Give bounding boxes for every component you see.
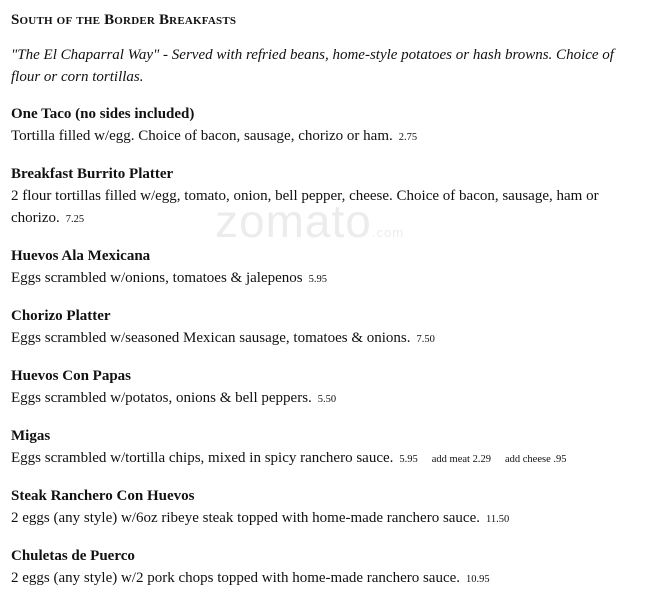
item-price: 5.95: [308, 274, 327, 285]
item-description: [11, 567, 641, 591]
item-description-text: 2 eggs (any style) w/6oz ribeye steak topped with home-made ranchero sauce.: [11, 510, 480, 526]
menu-item-breakfast-burrito-platter: [11, 163, 641, 231]
item-description: [11, 185, 641, 231]
item-price: 2.75: [398, 132, 418, 143]
item-description-text: 2 eggs (any style) w/2 pork chops topped with home-made ranchero sauce.: [11, 570, 461, 586]
item-name: Huevos Ala Mexicana: [11, 248, 151, 264]
addon-cheese: add cheese .95: [504, 454, 567, 465]
item-name: Chorizo Platter: [11, 308, 111, 324]
item-description-text: Eggs scrambled w/seasoned Mexican sausage, tomatoes & onions.: [11, 330, 411, 346]
section-intro: "The El Chaparral Way" - Served with refried beans, home-style potatoes or hash browns. Choice of flour or corn tortillas.: [11, 47, 614, 85]
item-price: 10.95: [466, 574, 490, 585]
item-description-text: Tortilla filled w/egg. Choice of bacon, sausage, chorizo or ham.: [11, 128, 393, 144]
item-description: [11, 267, 641, 291]
menu-item-huevos-ala-mexicana: [11, 245, 641, 291]
section-title: South of the Border Breakfasts: [11, 12, 237, 28]
item-name: Migas: [11, 428, 51, 444]
item-description: [11, 507, 641, 531]
watermark-text: zomato: [215, 195, 372, 247]
item-price: 7.25: [65, 214, 85, 225]
item-description: [11, 447, 641, 471]
item-price: 5.95: [399, 454, 418, 465]
item-description: [11, 125, 641, 149]
menu-item-huevos-con-papas: [11, 365, 641, 411]
item-description: [11, 387, 641, 411]
menu-page: [11, 10, 641, 605]
item-name: Breakfast Burrito Platter: [11, 166, 174, 182]
item-name: Steak Ranchero Con Huevos: [11, 488, 195, 504]
menu-item-migas: [11, 425, 641, 471]
watermark-suffix: .com: [371, 225, 405, 240]
item-price: 11.50: [486, 514, 510, 525]
item-description-text: 2 flour tortillas filled w/egg, tomato, onion, bell pepper, cheese. Choice of bacon, sausage, ham or chorizo.: [11, 188, 599, 226]
item-price: 5.50: [317, 394, 337, 405]
item-name: One Taco (no sides included): [11, 106, 195, 122]
menu-item-steak-ranchero-con-huevos: [11, 485, 641, 531]
menu-item-chuletas-de-puerco: [11, 545, 641, 591]
item-description-text: Eggs scrambled w/onions, tomatoes & jalepenos: [11, 270, 303, 286]
menu-item-one-taco: [11, 103, 641, 149]
item-name: Chuletas de Puerco: [11, 548, 135, 564]
item-price: 7.50: [416, 334, 435, 345]
addon-meat: add meat 2.29: [431, 454, 491, 465]
item-description: [11, 327, 641, 351]
item-description-text: Eggs scrambled w/potatos, onions & bell peppers.: [11, 390, 312, 406]
item-description-text: Eggs scrambled w/tortilla chips, mixed in spicy ranchero sauce.: [11, 450, 394, 466]
menu-item-chorizo-platter: [11, 305, 641, 351]
item-name: Huevos Con Papas: [11, 368, 132, 384]
